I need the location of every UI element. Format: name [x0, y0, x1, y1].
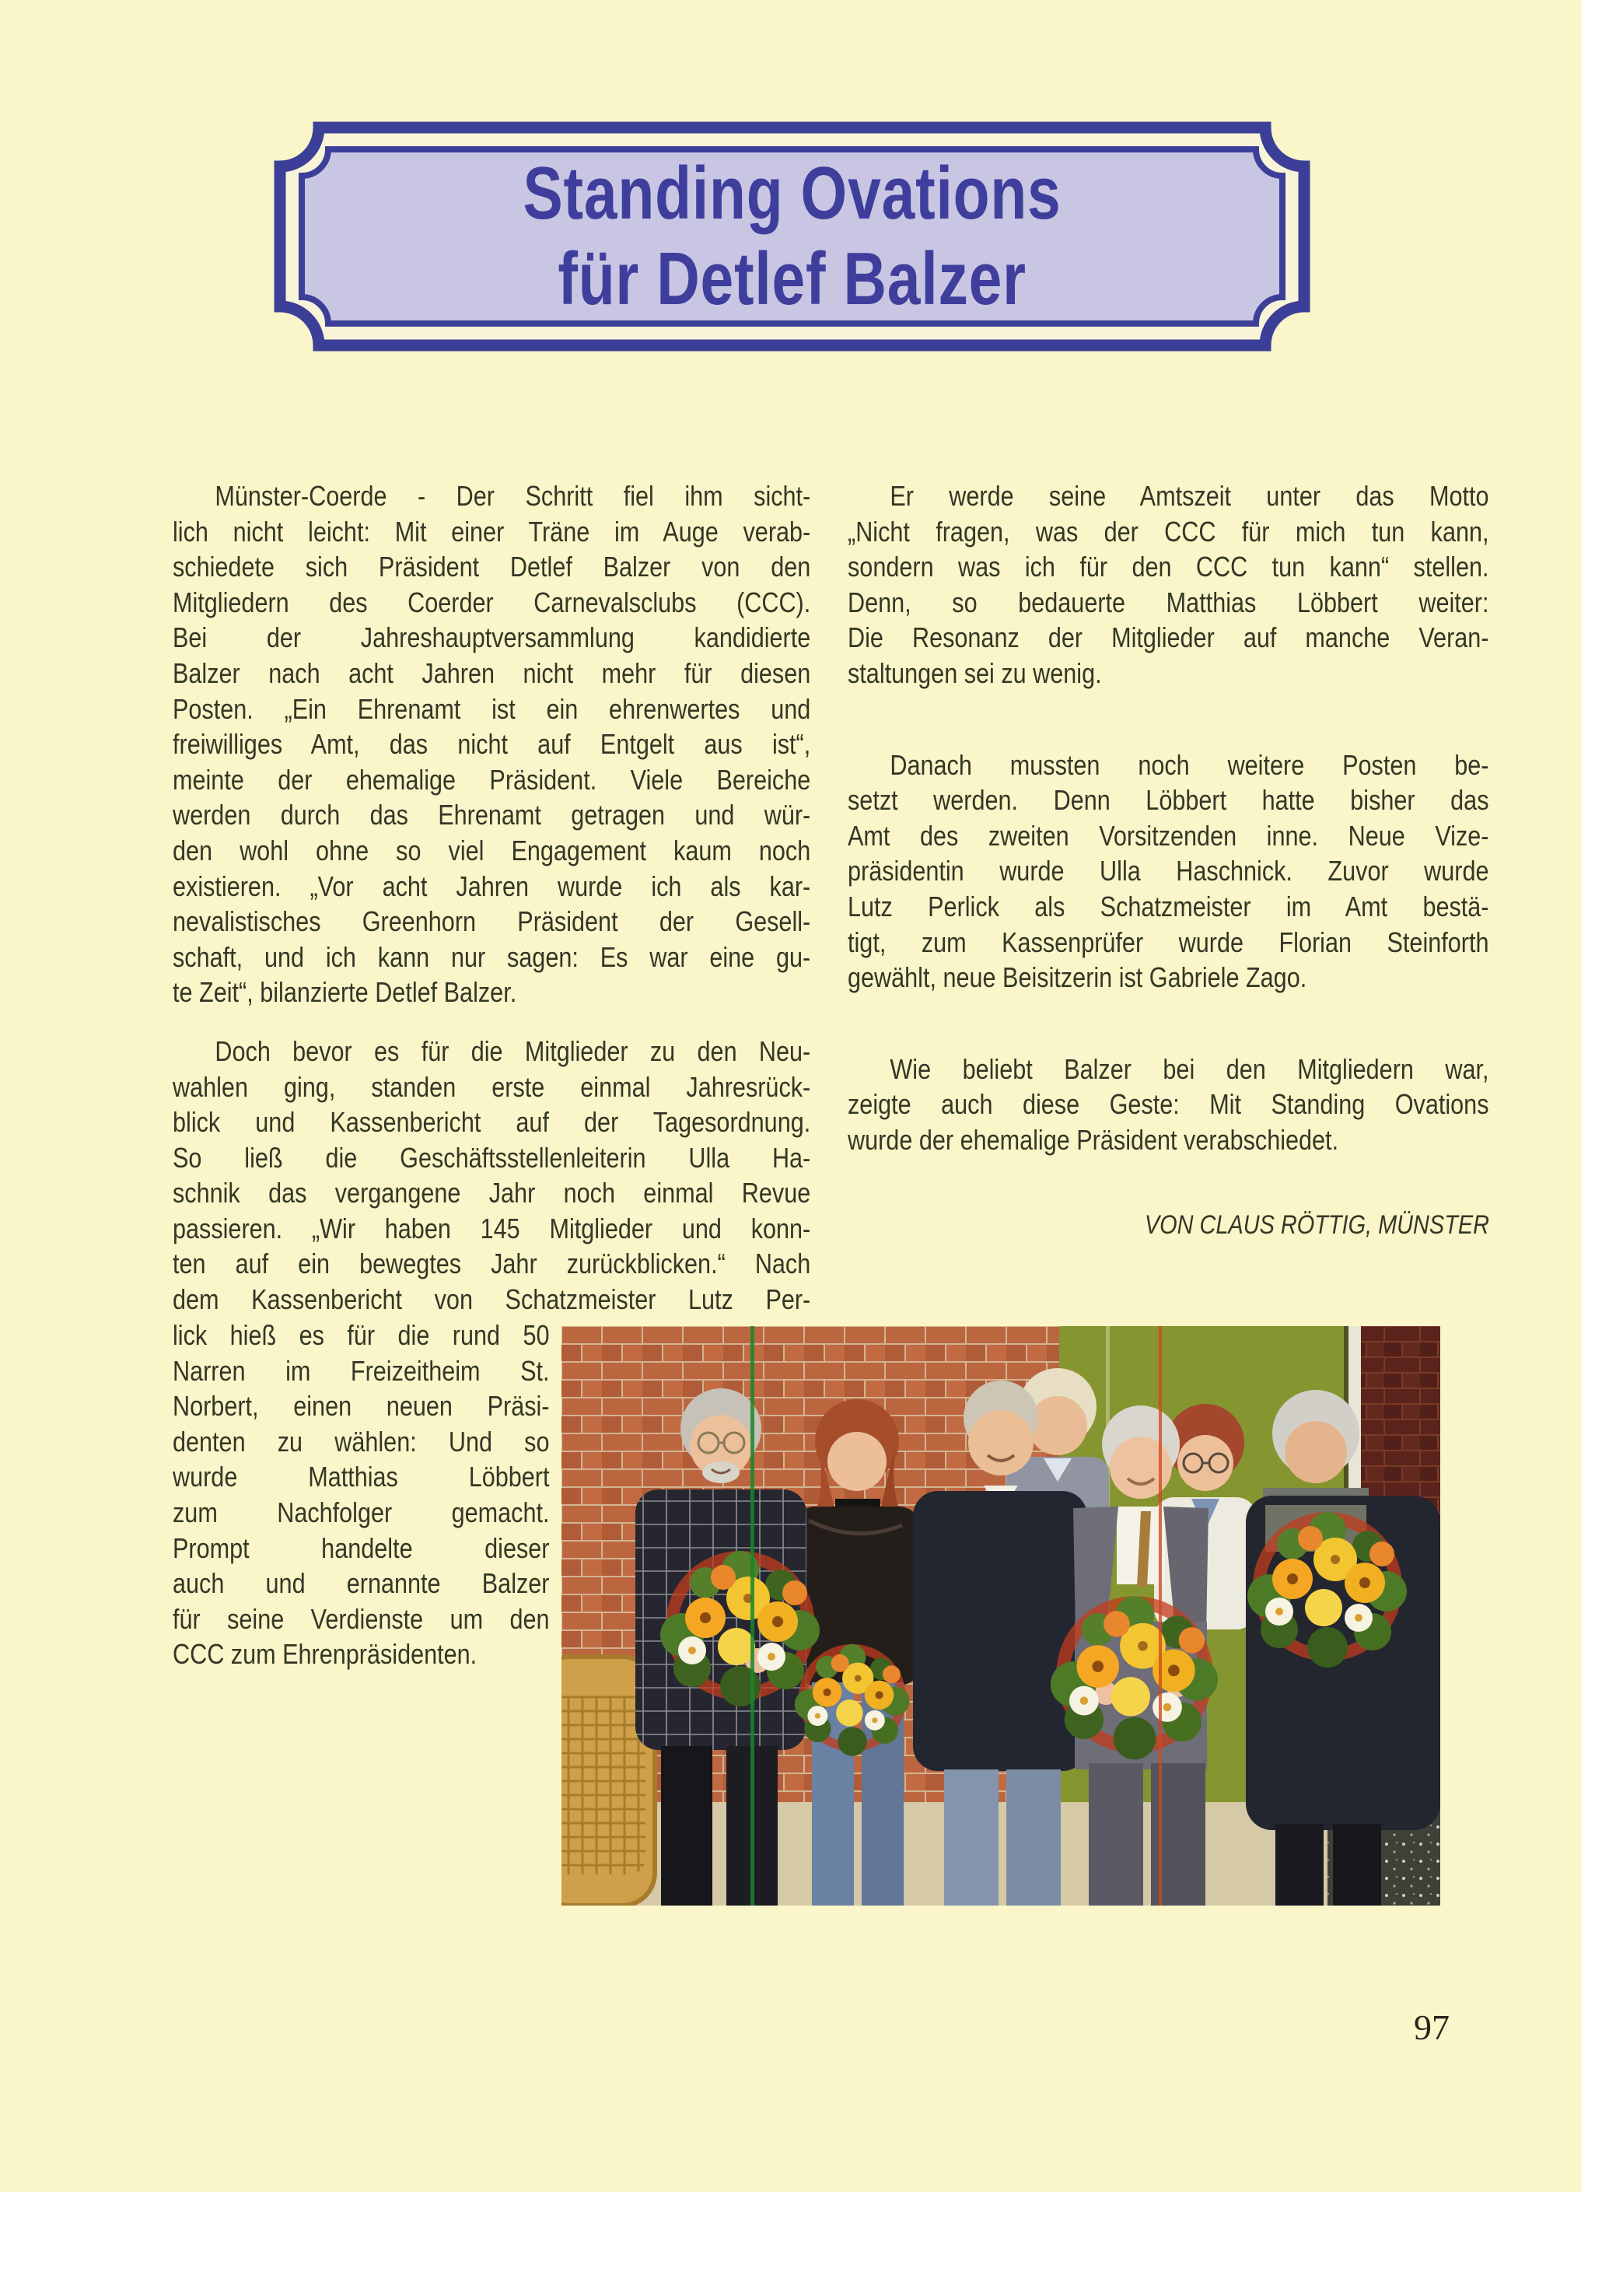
text-line: schnik das vergangene Jahr noch einmal Revue — [173, 1177, 811, 1209]
text-line: Balzer nach acht Jahren nicht mehr für diesen — [173, 656, 811, 689]
group-photo — [561, 1326, 1440, 1906]
article-title — [274, 121, 1310, 352]
text-line: für seine Verdienste um den — [173, 1602, 550, 1635]
text-line: Lutz Perlick als Schatzmeister im Amt bestä- — [848, 890, 1489, 922]
text-line: denten zu wählen: Und so — [173, 1425, 550, 1458]
text-line: den wohl ohne so viel Engagement kaum noch — [173, 834, 811, 866]
text-line: Narren im Freizeitheim St. — [173, 1354, 550, 1387]
text-line: „Nicht fragen, was der CCC für mich tun kann, — [848, 515, 1489, 548]
text-line: sondern was ich für den CCC tun kann“ stellen. — [848, 551, 1489, 583]
text-line: te Zeit“, bilanzierte Detlef Balzer. — [173, 976, 517, 1009]
text-line: Prompt handelte dieser — [173, 1531, 550, 1564]
text-line: nevalistisches Greenhorn Präsident der Gesell- — [173, 905, 811, 938]
text-line: zeigte auch diese Geste: Mit Standing Ovations — [848, 1088, 1489, 1121]
text-line: zum Nachfolger gemacht. — [173, 1496, 550, 1528]
text-line: werden durch das Ehrenamt getragen und wür- — [173, 799, 811, 831]
text-line: schaft, und ich kann nur sagen: Es war eine gu- — [173, 940, 811, 973]
text-line: Münster-Coerde - Der Schritt fiel ihm sicht- — [215, 480, 811, 512]
text-line: Die Resonanz der Mitglieder auf manche Veran- — [848, 621, 1489, 654]
text-line: Wie beliebt Balzer bei den Mitgliedern war, — [890, 1052, 1489, 1085]
text-line: Amt des zweiten Vorsitzenden inne. Neue Vize- — [848, 819, 1489, 852]
byline: VON CLAUS RÖTTIG, MÜNSTER — [1144, 1210, 1489, 1240]
text-line: schiedete sich Präsident Detlef Balzer von den — [173, 551, 811, 583]
text-line: wahlen ging, standen erste einmal Jahresrück- — [173, 1070, 811, 1103]
text-line: passieren. „Wir haben 145 Mitglieder und konn- — [173, 1212, 811, 1244]
paragraph-1 — [173, 478, 923, 1010]
text-line: Bei der Jahreshauptversammlung kandidierte — [173, 621, 811, 654]
text-line: Denn, so bedauerte Matthias Löbbert weiter: — [848, 586, 1489, 618]
text-line: existieren. „Vor acht Jahren wurde ich als kar- — [173, 870, 811, 902]
text-line: lick hieß es für die rund 50 — [173, 1319, 550, 1351]
text-line: setzt werden. Denn Löbbert hatte bisher das — [848, 784, 1489, 817]
paragraph-2-narrow — [173, 1318, 616, 1672]
text-line: präsidentin wurde Ulla Haschnick. Zuvor wurde — [848, 855, 1489, 887]
text-line: ten auf ein bewegtes Jahr zurückblicken.“ Nach — [173, 1248, 811, 1280]
text-line: Mitgliedern des Coerder Carnevalsclubs (CCC). — [173, 586, 811, 618]
paragraph-5 — [848, 1052, 1602, 1158]
text-line: Posten. „Ein Ehrenamt ist ein ehrenwertes und — [173, 692, 811, 725]
text-line: Doch bevor es für die Mitglieder zu den Neu- — [215, 1034, 811, 1067]
page-number: 97 — [1414, 2007, 1450, 2047]
text-line: wurde Matthias Löbbert — [173, 1461, 550, 1493]
text-line: freiwilliges Amt, das nicht auf Entgelt aus ist“, — [173, 728, 811, 761]
title-plaque — [274, 121, 1310, 352]
text-line: wurde der ehemalige Präsident verabschiedet. — [848, 1123, 1339, 1156]
text-line: meinte der ehemalige Präsident. Viele Bereiche — [173, 763, 811, 796]
text-line: staltungen sei zu wenig. — [848, 656, 1102, 689]
text-line: tigt, zum Kassenprüfer wurde Florian Steinforth — [848, 926, 1489, 958]
text-line: auch und ernannte Balzer — [173, 1567, 550, 1600]
text-line: Er werde seine Amtszeit unter das Motto — [890, 480, 1489, 512]
text-line: So ließ die Geschäftsstellenleiterin Ulla Ha- — [173, 1141, 811, 1174]
paragraph-2-wide — [173, 1034, 923, 1318]
text-line: dem Kassenbericht von Schatzmeister Lutz Per- — [173, 1283, 811, 1316]
paragraph-3 — [848, 478, 1602, 691]
title-line-2: für Detlef Balzer — [558, 237, 1027, 320]
paragraph-4 — [848, 747, 1602, 996]
text-line: Danach mussten noch weitere Posten be- — [890, 748, 1489, 781]
scan-artifact-green-line — [750, 1326, 754, 1906]
right-column — [848, 478, 1602, 1158]
scan-artifact-red-line — [1159, 1326, 1162, 1906]
text-line: blick und Kassenbericht auf der Tagesordnung. — [173, 1106, 811, 1139]
left-column — [173, 478, 923, 1318]
left-column-narrow — [173, 1318, 616, 1672]
text-line: CCC zum Ehrenpräsidenten. — [173, 1638, 477, 1671]
title-line-1: Standing Ovations — [523, 152, 1062, 235]
text-line: Norbert, einen neuen Präsi- — [173, 1390, 550, 1423]
text-line: lich nicht leicht: Mit einer Träne im Auge verab- — [173, 515, 811, 548]
text-line: gewählt, neue Beisitzerin ist Gabriele Zago. — [848, 961, 1307, 994]
